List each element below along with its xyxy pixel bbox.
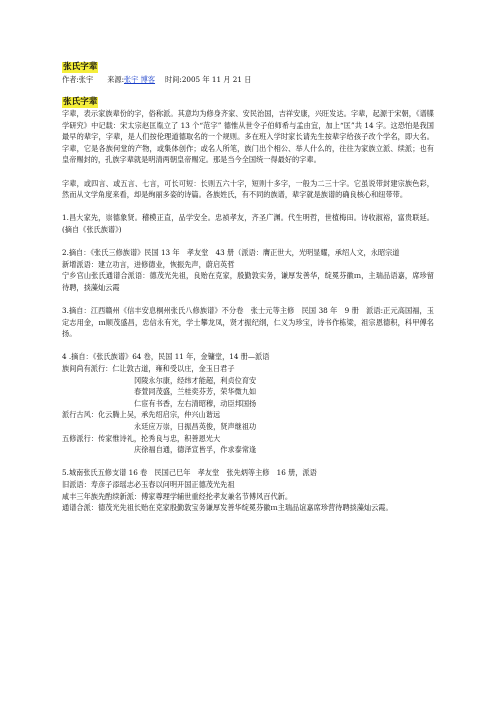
meta-line xyxy=(62,74,434,85)
list-item-4-line-5: 仁宦有书香，左右清昭穆，动臣邦国扬 xyxy=(134,398,257,408)
list-item-2-line-1: 2.摘自：《张氏三修族谱》民国 13 年 孝友堂 43 册（派语：膺正世大，光明显耀，承绍人文，永昭宗道 xyxy=(62,248,400,258)
list-item-5-line-3: 咸丰三年族先酌续新派：傅家尊理学辅世重经抡孝友兼名节傅风百代新。 xyxy=(62,491,293,501)
author-label: 作者: xyxy=(62,75,79,84)
list-item-4-line-7: 永廷应万崇，日振昌英俊，贤声继祖功 xyxy=(134,422,257,432)
document-page xyxy=(62,54,434,514)
time-label: 时间: xyxy=(165,75,182,84)
list-item-5-line-4: 通谱合派：德茂光先祖长贻在克家殷勤敦宝务谦厚发善华绽冕芬徽ｍ主瑞品谊嘉席珍营待聘掞藻灿云霞。 xyxy=(62,503,393,513)
paragraph-intro: 字辈，表示家族辈份的字，俗称派。其意均为修身齐家、安民治国，吉祥安康，兴旺发达。字辈，起源于宋朝，《谱牒学研究》中记载：宋太宗赵匡胤立了 13 个“范字” 德惟从世令子伯师希与孟由宜，加上“匡”共 14 字。这恐怕是我国最早的辈字，字辈，是人们按伦理道德取名的一个规则。多在班入学时家长请先生按辈字给孩子改个学名，即大名。字辈，它是各族何堂的产物，或集体创作；或名人所笔，族门出个相公、举人什么的，往往为家族立派、续派；也有皇帝赐封的，孔族字辈就是明清两朝皇帝赐定。那是当今全国统一得最好的字辈。 xyxy=(62,109,434,165)
article-title: 张氏字辈 xyxy=(63,97,98,107)
list-item-4-line-8: 五修派行：传家惟诗礼，抡秀良与忠，积善恩光大 xyxy=(62,433,221,443)
list-item-5-line-1: 5.城南张氏五修支谱 16 卷 民国己巳年 孝友堂 张先炳等主修 16 册，派语 xyxy=(62,468,317,478)
list-item-4-line-9: 庆徐福自通，德泽宣皆孚，作求泰常逢 xyxy=(134,445,257,455)
time-value: 2005 年 11 月 21 日 xyxy=(181,75,252,84)
list-item-3: 3.摘自：江西赣州《信丰安息桐州张氏八修族谱》不分卷 张士元等主修 民国 38 年 9 册 派语:正元高国福，玉定志用金，ｍ顺茂盛昌，忠信永有光，学士攀龙凤，贤才振纪纲，仁义为珍宝，诗书作栋梁，祖宗恩德积，科甲傅名扬。 xyxy=(62,306,434,339)
list-item-1: 1.昌大家先，崇德象贤。稽模正直，品学安全。忠祯孝友，齐圣广渊。代生明哲，世植梅田。诗收淑裕，富贵联延。(摘自《张氏族谱》) xyxy=(62,213,434,234)
paragraph-format: 字辈，或四言、或五言、七言，可长可短：长则五六十字，短则十多字，一般为二三十字。它虽说带封建宗族色彩，然而从文学角度来看，却是绚丽多姿的诗篇。各族姓氏，有不同的族谱，辈字就是族谱的确良核心和纽带带。 xyxy=(62,178,434,200)
list-item-4-line-1: 4 .摘自：《张氏族谱》64 卷，民国 11 年，金镛堂，14 册—派语 xyxy=(62,352,270,362)
author-name: 张宇 xyxy=(78,75,94,84)
list-item-4-line-4: 春萱同茂盛，兰桂奕芬芳，荣华微九如 xyxy=(134,387,257,397)
header-title: 张氏字辈 xyxy=(63,62,98,72)
list-item-2-line-3: 宁乡官山张氏通谱合派语：德茂光先祖，良贻在克家，殷勤敦实务，谦厚发善华，绽冕芬徽ｍ，主瑞品语嘉，席珍留待聘，掞藻灿云霞 xyxy=(62,271,434,292)
list-item-4-line-6: 派行古风：化云腾上吴，承先绍启宗，仲兴山谐远 xyxy=(62,410,221,420)
list-item-4-line-3: 冈陵永尔康，经纬才能超，利贞位育安 xyxy=(134,375,257,385)
list-item-4-line-2: 族间尚有派行：仁让敦古道，雍和受以庄，金玉日君子 xyxy=(62,364,235,374)
list-item-2-line-2: 新增派语：建立功言，迸修德业，恢振先声，蔚启英哲 xyxy=(62,259,235,269)
list-item-5-line-2: 旧派语：寿彦子添瑶志必玉春以问明开国正德茂光先祖 xyxy=(62,480,235,489)
source-link[interactable]: 张宇 博客 xyxy=(123,75,156,84)
source-label: 来源: xyxy=(107,75,124,84)
